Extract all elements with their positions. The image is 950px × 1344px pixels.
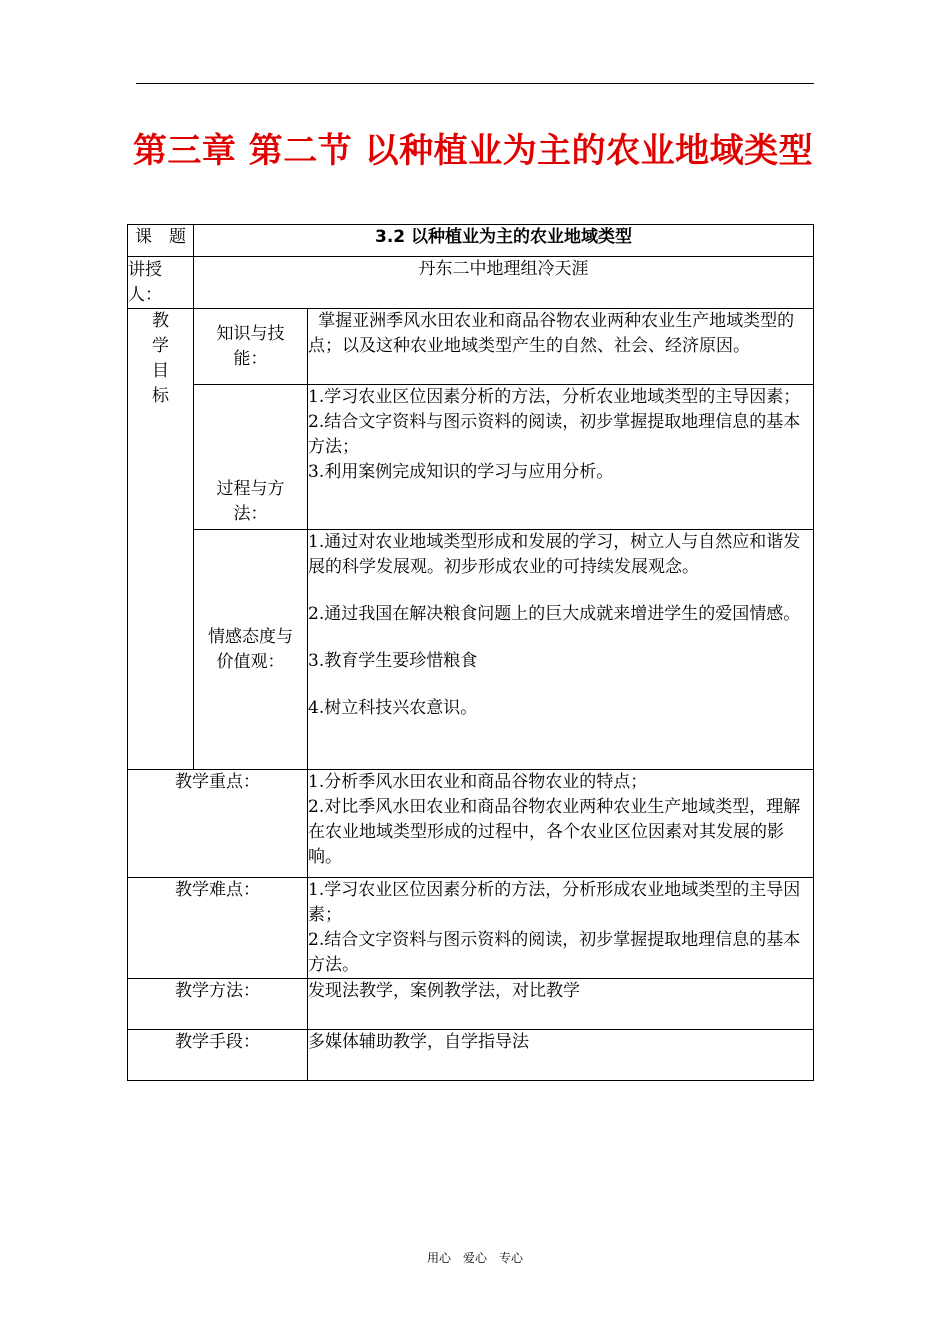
- header-rule: [136, 83, 814, 84]
- goals-label: 教学目标: [128, 309, 194, 770]
- methods-text: 发现法教学，案例教学法，对比教学: [308, 979, 814, 1030]
- page-title: 第三章 第二节 以种植业为主的农业地域类型: [132, 131, 814, 171]
- key-points-row: [128, 770, 814, 878]
- goal-attitude-label: 情感态度与价值观：: [194, 530, 308, 770]
- teacher-label: 讲授人：: [128, 257, 194, 309]
- goal-knowledge-text: 掌握亚洲季风水田农业和商品谷物农业两种农业生产地域类型的点；以及这种农业地域类型产生的自然、社会、经济原因。: [308, 309, 814, 385]
- topic-label: 课 题: [128, 225, 194, 257]
- goal-row-attitude: [128, 530, 814, 770]
- difficulties-label: 教学难点：: [128, 878, 308, 979]
- difficulties-text: 1.学习农业区位因素分析的方法，分析形成农业地域类型的主导因素； 2.结合文字资料与图示资料的阅读，初步掌握提取地理信息的基本方法。: [308, 878, 814, 979]
- goal-row-process: [128, 385, 814, 530]
- goal-row-knowledge: [128, 309, 814, 385]
- topic-value: 3.2 以种植业为主的农业地域类型: [194, 225, 814, 257]
- teacher-value: 丹东二中地理组冷天涯: [194, 257, 814, 309]
- means-label: 教学手段：: [128, 1030, 308, 1081]
- goal-knowledge-label: 知识与技能：: [194, 309, 308, 385]
- page-footer: 用心 爱心 专心: [426, 1251, 523, 1265]
- lesson-plan-table: [127, 224, 814, 1081]
- key-points-label: 教学重点：: [128, 770, 308, 878]
- key-points-text: 1.分析季风水田农业和商品谷物农业的特点； 2.对比季风水田农业和商品谷物农业两种农业生产地域类型，理解在农业地域类型形成的过程中，各个农业区位因素对其发展的影响。: [308, 770, 814, 878]
- goal-attitude-text: 1.通过对农业地域类型形成和发展的学习，树立人与自然应和谐发展的科学发展观。初步形成农业的可持续发展观念。 2.通过我国在解决粮食问题上的巨大成就来增进学生的爱国情感。 3.教育学生要珍惜粮食 4.树立科技兴农意识。: [308, 530, 814, 770]
- means-text: 多媒体辅助教学，自学指导法: [308, 1030, 814, 1081]
- means-row: [128, 1030, 814, 1081]
- goal-process-label: 过程与方法：: [194, 385, 308, 530]
- methods-row: [128, 979, 814, 1030]
- goal-process-text: 1.学习农业区位因素分析的方法，分析农业地域类型的主导因素；2.结合文字资料与图示资料的阅读，初步掌握提取地理信息的基本方法； 3.利用案例完成知识的学习与应用分析。: [308, 385, 814, 530]
- difficulties-row: [128, 878, 814, 979]
- teacher-row: [128, 257, 814, 309]
- topic-row: [128, 225, 814, 257]
- methods-label: 教学方法：: [128, 979, 308, 1030]
